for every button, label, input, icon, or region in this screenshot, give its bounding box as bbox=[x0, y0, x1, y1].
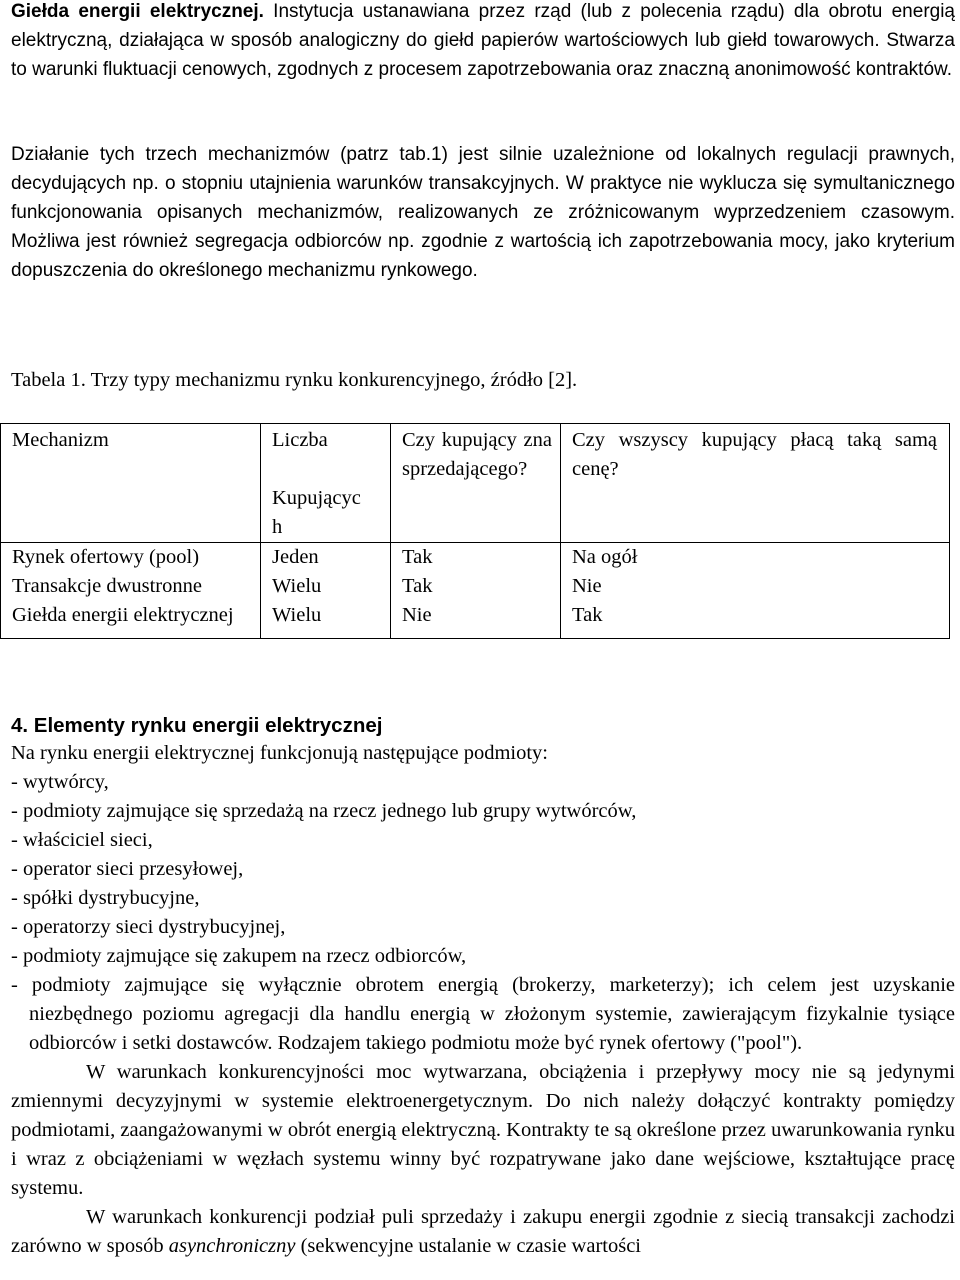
table-cell: Nie bbox=[391, 601, 561, 639]
table-cell: Wielu bbox=[261, 572, 391, 601]
table-cell: Tak bbox=[561, 601, 950, 639]
list-item: - wytwórcy, bbox=[11, 771, 109, 793]
table-cell: Rynek ofertowy (pool) bbox=[1, 543, 261, 573]
list-item: - podmioty zajmujące się sprzedażą na rzecz jednego lub grupy wytwórców, bbox=[11, 800, 637, 822]
term-lead: Giełda energii elektrycznej. bbox=[11, 1, 264, 22]
section-4 bbox=[11, 712, 955, 1261]
list-item: - podmioty zajmujące się zakupem na rzecz odbiorców, bbox=[11, 945, 467, 967]
table-cell: Nie bbox=[561, 572, 950, 601]
table-cell: Tak bbox=[391, 572, 561, 601]
list-intro: Na rynku energii elektrycznej funkcjonują następujące podmioty: bbox=[11, 742, 548, 764]
list-item: - spółki dystrybucyjne, bbox=[11, 887, 200, 909]
table-cell: Tak bbox=[391, 543, 561, 573]
paragraph-decision-variables: W warunkach konkurencyjności moc wytwarzana, obciążenia i przepływy mocy nie są jedynymi zmiennymi decyzyjnymi w systemie elektroenergetycznym. Do nich należy dołączyć kontrakty pomiędzy podmiotami, zaangażowanymi w obrót energią elektryczną. Kontrakty te są określone przez uwarunkowania rynku i wraz z obciążeniami w węzłach systemu winny być rozpatrywane jako dane wejściowe, kształtujące pracę systemu. bbox=[11, 1061, 955, 1199]
header-cell: Liczba Kupującyc h bbox=[261, 424, 391, 543]
header-cell: Czy kupujący zna sprzedającego? bbox=[391, 424, 561, 543]
table-row bbox=[1, 572, 950, 601]
table-row bbox=[1, 543, 950, 573]
table-row bbox=[1, 601, 950, 639]
table-cell: Wielu bbox=[261, 601, 391, 639]
header-cell: Czy wszyscy kupujący płacą taką samą cenę? bbox=[561, 424, 950, 543]
table-cell: Transakcje dwustronne bbox=[1, 572, 261, 601]
table-header-row bbox=[1, 424, 950, 543]
list-item: - właściciel sieci, bbox=[11, 829, 153, 851]
mechanisms-text: Działanie tych trzech mechanizmów (patrz tab.1) jest silnie uzależnione od lokalnych regulacji prawnych, decydujących np. o stopniu utajnienia warunków transakcyjnych. W praktyce nie wyklucza się symultanicznego funkcjonowania opisanych mechanizmów, realizowanych ze zróżnicowanym wyprzedzeniem czasowym. Możliwa jest również segregacja odbiorców np. zgodnie z wartością ich zapotrzebowania mocy, jako kryterium dopuszczenia do określonego mechanizmu rynkowego. bbox=[11, 144, 955, 281]
term-definition: Instytucja ustanawiana przez rząd (lub z polecenia rządu) dla obrotu energią elektryczną, działająca w sposób analogiczny do giełd papierów wartościowych lub giełd towarowych. Stwarza to warunki fluktuacji cenowych, zgodnych z procesem zapotrzebowania oraz znaczną anonimowość kontraktów. bbox=[11, 1, 955, 80]
table-caption: Tabela 1. Trzy typy mechanizmu rynku konkurencyjnego, źródło [2]. bbox=[11, 369, 578, 391]
paragraph-competition: W warunkach konkurencji podział puli sprzedaży i zakupu energii zgodnie z siecią transakcji zachodzi zarówno w sposób asynchroniczny (sekwencyjne ustalanie w czasie wartości bbox=[11, 1206, 955, 1257]
list-item: - operatorzy sieci dystrybucyjnej, bbox=[11, 916, 286, 938]
list-item: - podmioty zajmujące się wyłącznie obrotem energią (brokerzy, marketerzy); ich celem jest uzyskanie niezbędnego poziomu agregacji dla handlu energią w złożonym systemie, zawierającym fizykalnie tysiące odbiorców i setki dostawców. Rodzajem takiego podmiotu może być rynek ofertowy ("pool"). bbox=[11, 974, 955, 1054]
table-cell: Jeden bbox=[261, 543, 391, 573]
mechanism-table bbox=[0, 423, 950, 639]
list-item: - operator sieci przesyłowej, bbox=[11, 858, 244, 880]
header-cell: Mechanizm bbox=[1, 424, 261, 543]
table-cell: Na ogół bbox=[561, 543, 950, 573]
table-cell: Giełda energii elektrycznej bbox=[1, 601, 261, 639]
section-heading: 4. Elementy rynku energii elektrycznej bbox=[11, 714, 383, 737]
participants-list bbox=[11, 739, 955, 1261]
paragraph-exchange-definition bbox=[11, 0, 955, 84]
paragraph-mechanisms bbox=[11, 140, 955, 285]
